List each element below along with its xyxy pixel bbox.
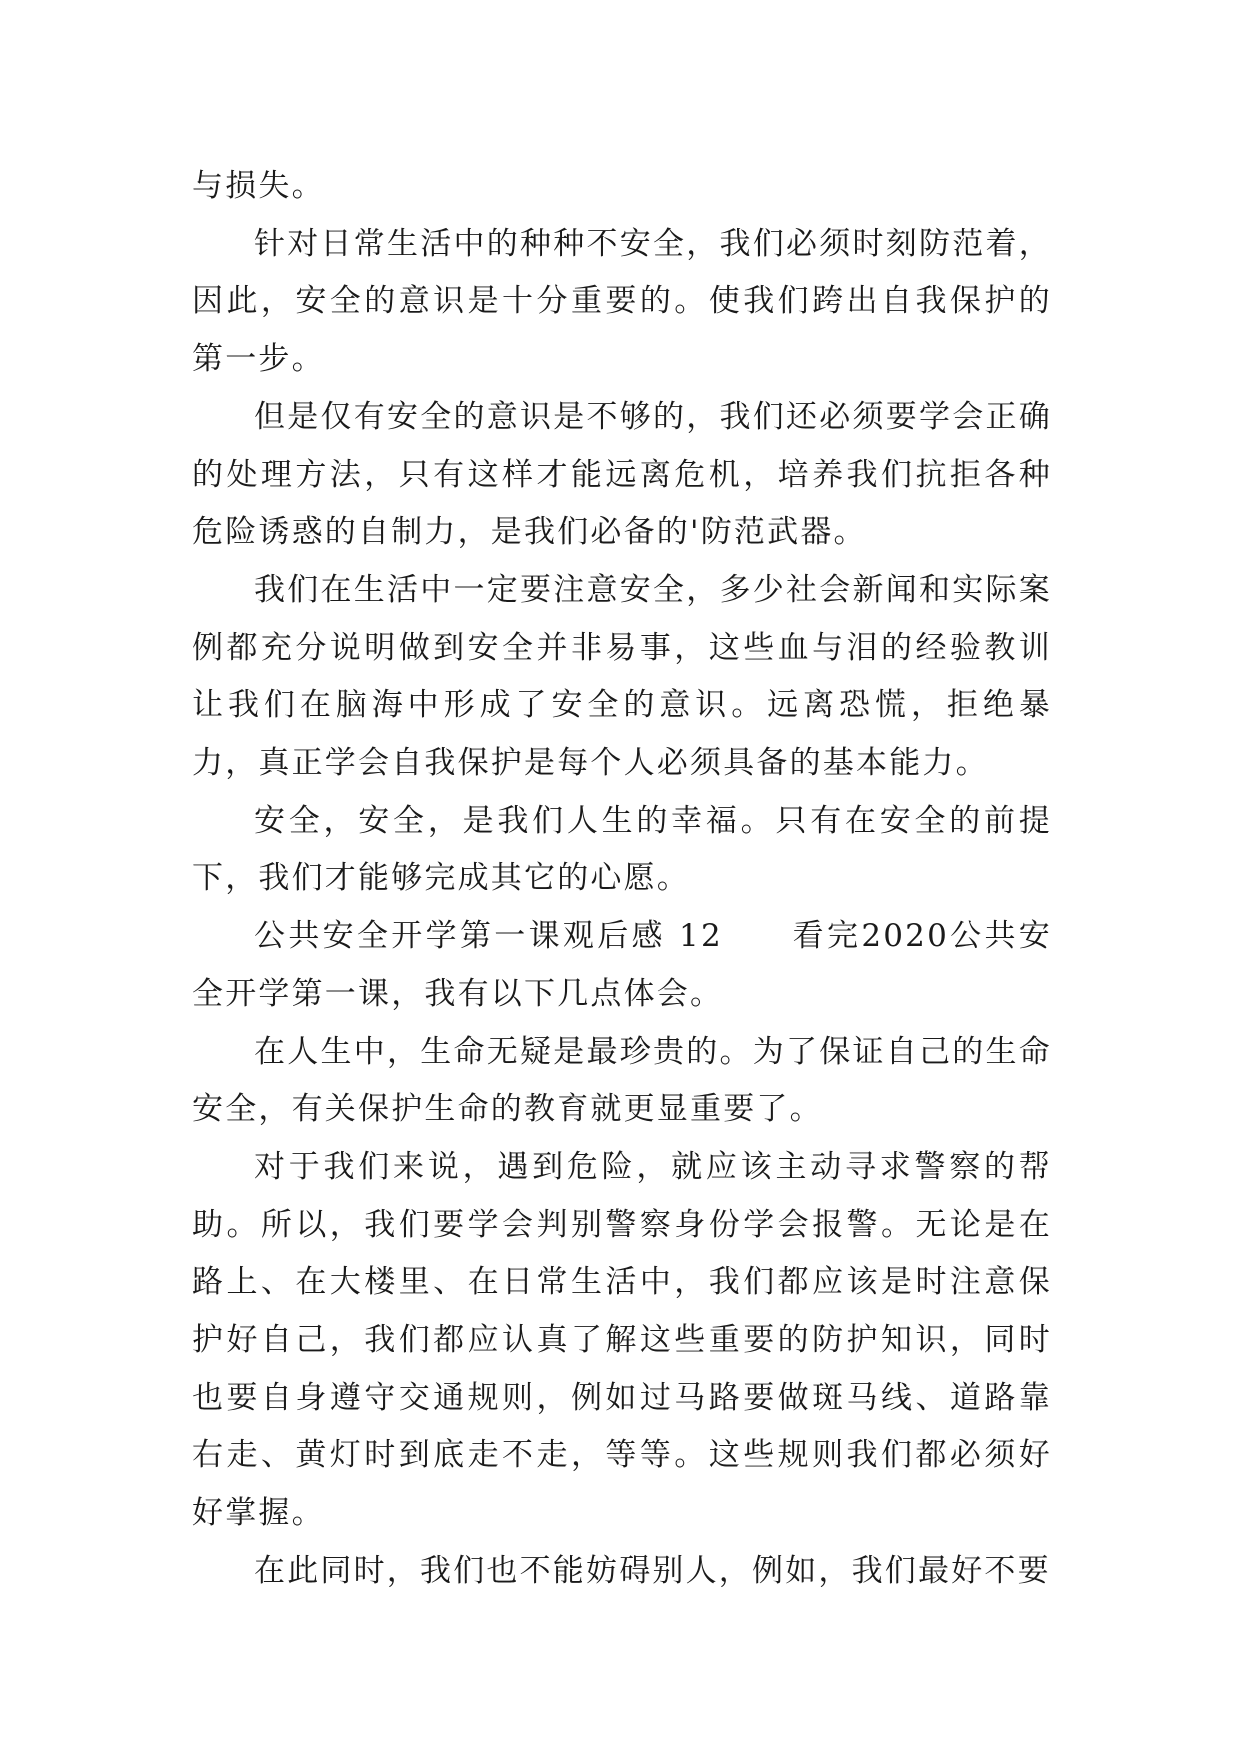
paragraph: 我们在生活中一定要注意安全，多少社会新闻和实际案例都充分说明做到安全并非易事，这些血与泪的经验教训让我们在脑海中形成了安全的意识。远离恐慌，拒绝暴力，真正学会自我保护是每个人必须具备的基本能力。 [192,571,1052,782]
paragraph: 针对日常生活中的种种不安全，我们必须时刻防范着，因此，安全的意识是十分重要的。使我们跨出自我保护的第一步。 [192,225,1052,378]
body-text [192,158,1052,1601]
paragraph: 安全，安全，是我们人生的幸福。只有在安全的前提下，我们才能够完成其它的心愿。 [192,802,1052,897]
paragraph: 但是仅有安全的意识是不够的，我们还必须要学会正确的处理方法，只有这样才能远离危机，培养我们抗拒各种危险诱惑的自制力，是我们必备的'防范武器。 [192,398,1052,551]
paragraph-continuation: 与损失。 [192,168,325,204]
paragraph: 在人生中，生命无疑是最珍贵的。为了保证自己的生命安全，有关保护生命的教育就更显重要了。 [192,1033,1052,1128]
paragraph: 在此同时，我们也不能妨碍别人，例如，我们最好不要 [254,1552,1051,1589]
paragraph: 对于我们来说，遇到危险，就应该主动寻求警察的帮助。所以，我们要学会判别警察身份学会报警。无论是在路上、在大楼里、在日常生活中，我们都应该是时注意保护好自己，我们都应认真了解这些重要的防护知识，同时也要自身遵守交通规则，例如过马路要做斑马线、道路靠右走、黄灯时到底走不走，等等。这些规则我们都必须好好掌握。 [192,1148,1052,1532]
paragraph-heading-inline: 公共安全开学第一课观后感 12 看完2020公共安全开学第一课，我有以下几点体会。 [192,918,1052,1012]
